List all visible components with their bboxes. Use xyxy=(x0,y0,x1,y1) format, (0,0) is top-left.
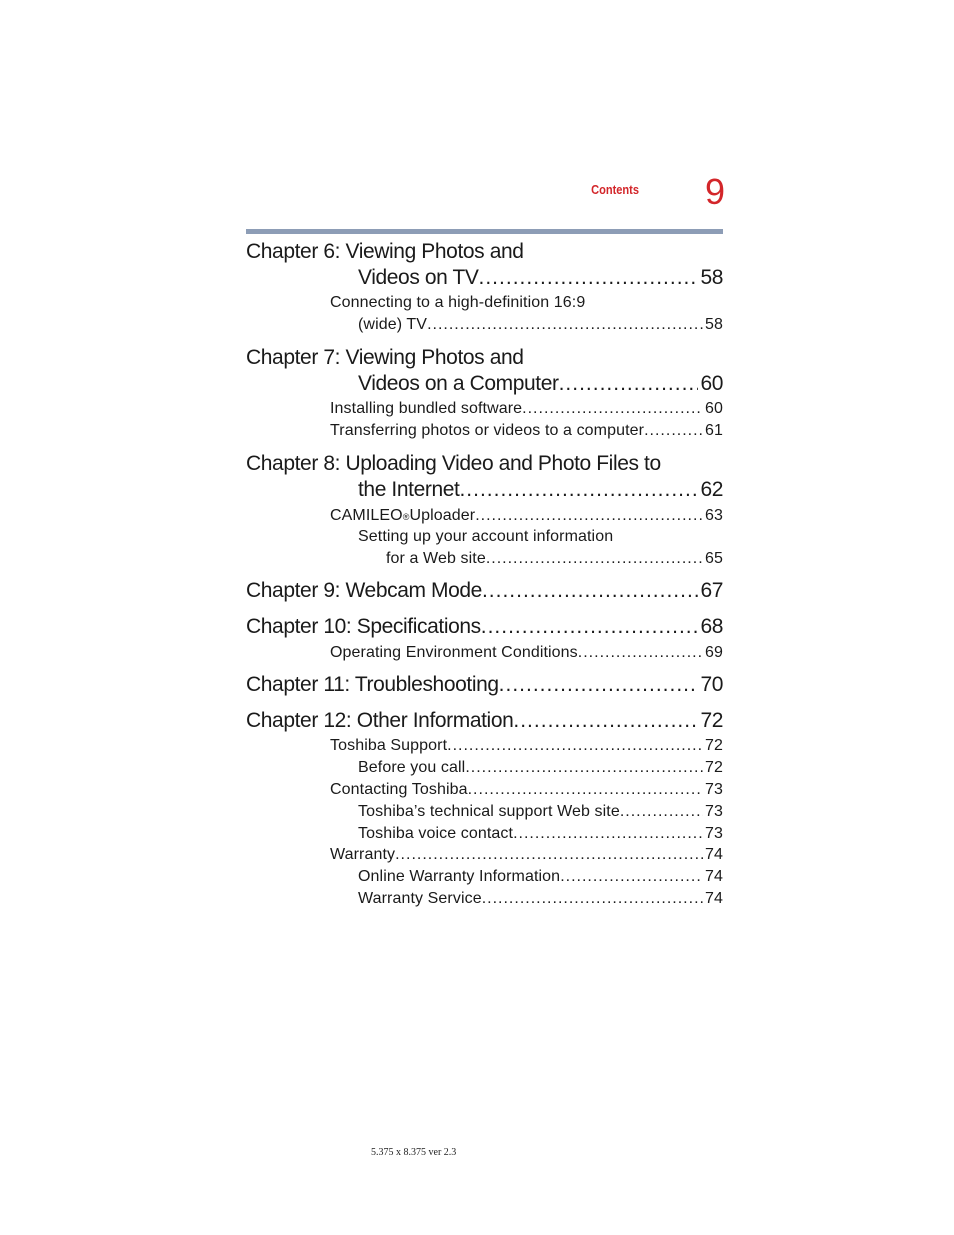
toc-page-number: 72 xyxy=(705,759,723,776)
toc-page-number: 74 xyxy=(705,846,723,863)
dot-leader xyxy=(447,735,703,757)
toc-page-number: 72 xyxy=(705,737,723,754)
dot-leader xyxy=(522,398,703,420)
dot-leader xyxy=(482,888,703,910)
toc-entry-line[interactable] xyxy=(330,420,723,442)
toc-chapter-line[interactable] xyxy=(246,614,723,640)
header-rule xyxy=(246,229,723,234)
toc-entry-line[interactable] xyxy=(330,779,723,801)
toc-page-number: 68 xyxy=(700,615,723,638)
toc-entry-line[interactable] xyxy=(358,314,723,336)
toc-page-number: 58 xyxy=(700,266,723,289)
toc-entry-line[interactable] xyxy=(358,757,723,779)
dot-leader xyxy=(482,578,699,604)
toc-entry-title: Setting up your account information xyxy=(358,528,614,545)
toc-entry-title: (wide) TV xyxy=(358,316,428,333)
toc-entry-title: Online Warranty Information xyxy=(358,868,561,885)
toc-entry-line[interactable] xyxy=(330,642,723,664)
toc-entry-title: the Internet xyxy=(358,478,460,501)
toc-entry-title: Contacting Toshiba xyxy=(330,781,468,798)
toc-chapter-line[interactable] xyxy=(358,477,723,503)
page-number: 9 xyxy=(704,171,725,212)
toc-entry-title: Chapter 12: Other Information xyxy=(246,709,514,732)
toc-chapter-line[interactable] xyxy=(246,239,723,265)
toc-entry-title: Operating Environment Conditions xyxy=(330,644,578,661)
toc-entry-line[interactable]: CAMILEO ® Uploader ..... 63 xyxy=(330,505,723,527)
dot-leader xyxy=(475,505,703,527)
toc-entry-title: Chapter 6: Viewing Photos and xyxy=(246,240,524,263)
dot-leader xyxy=(578,642,703,664)
toc-entry-title: Warranty Service xyxy=(358,890,482,907)
dot-leader xyxy=(468,779,703,801)
toc-page-number: 73 xyxy=(705,781,723,798)
toc-chapter-line[interactable] xyxy=(246,672,723,698)
dot-leader xyxy=(559,371,699,397)
toc-chapter-line[interactable] xyxy=(358,371,723,397)
toc-page-number: 65 xyxy=(705,550,723,567)
toc-page-number: 63 xyxy=(705,507,723,524)
dot-leader xyxy=(459,477,698,503)
dot-leader xyxy=(481,614,699,640)
toc-entry-title: Chapter 8: Uploading Video and Photo Files to xyxy=(246,452,661,475)
toc-chapter-line[interactable] xyxy=(358,265,723,291)
toc-page-number: 62 xyxy=(700,478,723,501)
dot-leader xyxy=(479,265,699,291)
toc-page-number: 67 xyxy=(700,579,723,602)
toc-entry-title: Before you call xyxy=(358,759,466,776)
dot-leader xyxy=(499,672,699,698)
dot-leader xyxy=(513,823,703,845)
toc-entry-line[interactable] xyxy=(358,888,723,910)
toc-page-number: 73 xyxy=(705,825,723,842)
toc-entry-title: CAMILEO xyxy=(330,507,403,524)
dot-leader xyxy=(560,866,703,888)
toc-entry-title: Toshiba Support xyxy=(330,737,448,754)
toc-entry-title: Toshiba’s technical support Web site xyxy=(358,803,620,820)
dot-leader xyxy=(427,314,703,336)
toc-entry-title-rest: Uploader xyxy=(409,507,476,524)
toc-page-number: 60 xyxy=(700,372,723,395)
toc-entry-title: Chapter 11: Troubleshooting xyxy=(246,673,499,696)
toc-entry-line[interactable] xyxy=(330,292,723,314)
toc-entry-line[interactable] xyxy=(330,844,723,866)
toc-entry-title: Chapter 9: Webcam Mode xyxy=(246,579,482,602)
dot-leader xyxy=(644,420,703,442)
toc-entry-line[interactable] xyxy=(330,735,723,757)
toc-entry-line[interactable] xyxy=(358,866,723,888)
toc-entry-title: Warranty xyxy=(330,846,396,863)
toc-entry-line[interactable] xyxy=(330,398,723,420)
footer-note: 5.375 x 8.375 ver 2.3 xyxy=(371,1147,457,1158)
section-label: Contents xyxy=(591,182,639,197)
dot-leader xyxy=(513,708,698,734)
toc-page-number: 74 xyxy=(705,890,723,907)
toc-chapter-line[interactable] xyxy=(246,708,723,734)
toc-chapter-line[interactable] xyxy=(246,578,723,604)
dot-leader xyxy=(395,844,703,866)
toc-entry-line[interactable] xyxy=(358,823,723,845)
toc-entry-line[interactable] xyxy=(358,801,723,823)
dot-leader xyxy=(620,801,703,823)
toc-entry-title: Transferring photos or videos to a computer xyxy=(330,422,645,439)
toc-entry-title: Connecting to a high-definition 16:9 xyxy=(330,294,586,311)
toc-entry-title: Toshiba voice contact xyxy=(358,825,514,842)
toc-chapter-line[interactable] xyxy=(246,345,723,371)
toc-entry-title: Videos on TV xyxy=(358,266,479,289)
toc-page-number: 58 xyxy=(705,316,723,333)
dot-leader xyxy=(465,757,703,779)
toc-chapter-line[interactable] xyxy=(246,451,723,477)
toc-entry-title: for a Web site xyxy=(386,550,486,567)
toc-page-number: 73 xyxy=(705,803,723,820)
toc-page-number: 69 xyxy=(705,644,723,661)
toc-page-number: 70 xyxy=(700,673,723,696)
toc-page-number: 61 xyxy=(705,422,723,439)
toc-entry-title: Chapter 10: Specifications xyxy=(246,615,481,638)
toc-entry-title: Installing bundled software xyxy=(330,400,523,417)
toc-entry-line[interactable] xyxy=(358,526,723,548)
toc-entry-line[interactable] xyxy=(386,548,723,570)
toc-entry-title: Chapter 7: Viewing Photos and xyxy=(246,346,524,369)
toc-page-number: 72 xyxy=(700,709,723,732)
dot-leader xyxy=(486,548,703,570)
toc-entry-title: Videos on a Computer xyxy=(358,372,559,395)
toc-page-number: 60 xyxy=(705,400,723,417)
toc-page-number: 74 xyxy=(705,868,723,885)
